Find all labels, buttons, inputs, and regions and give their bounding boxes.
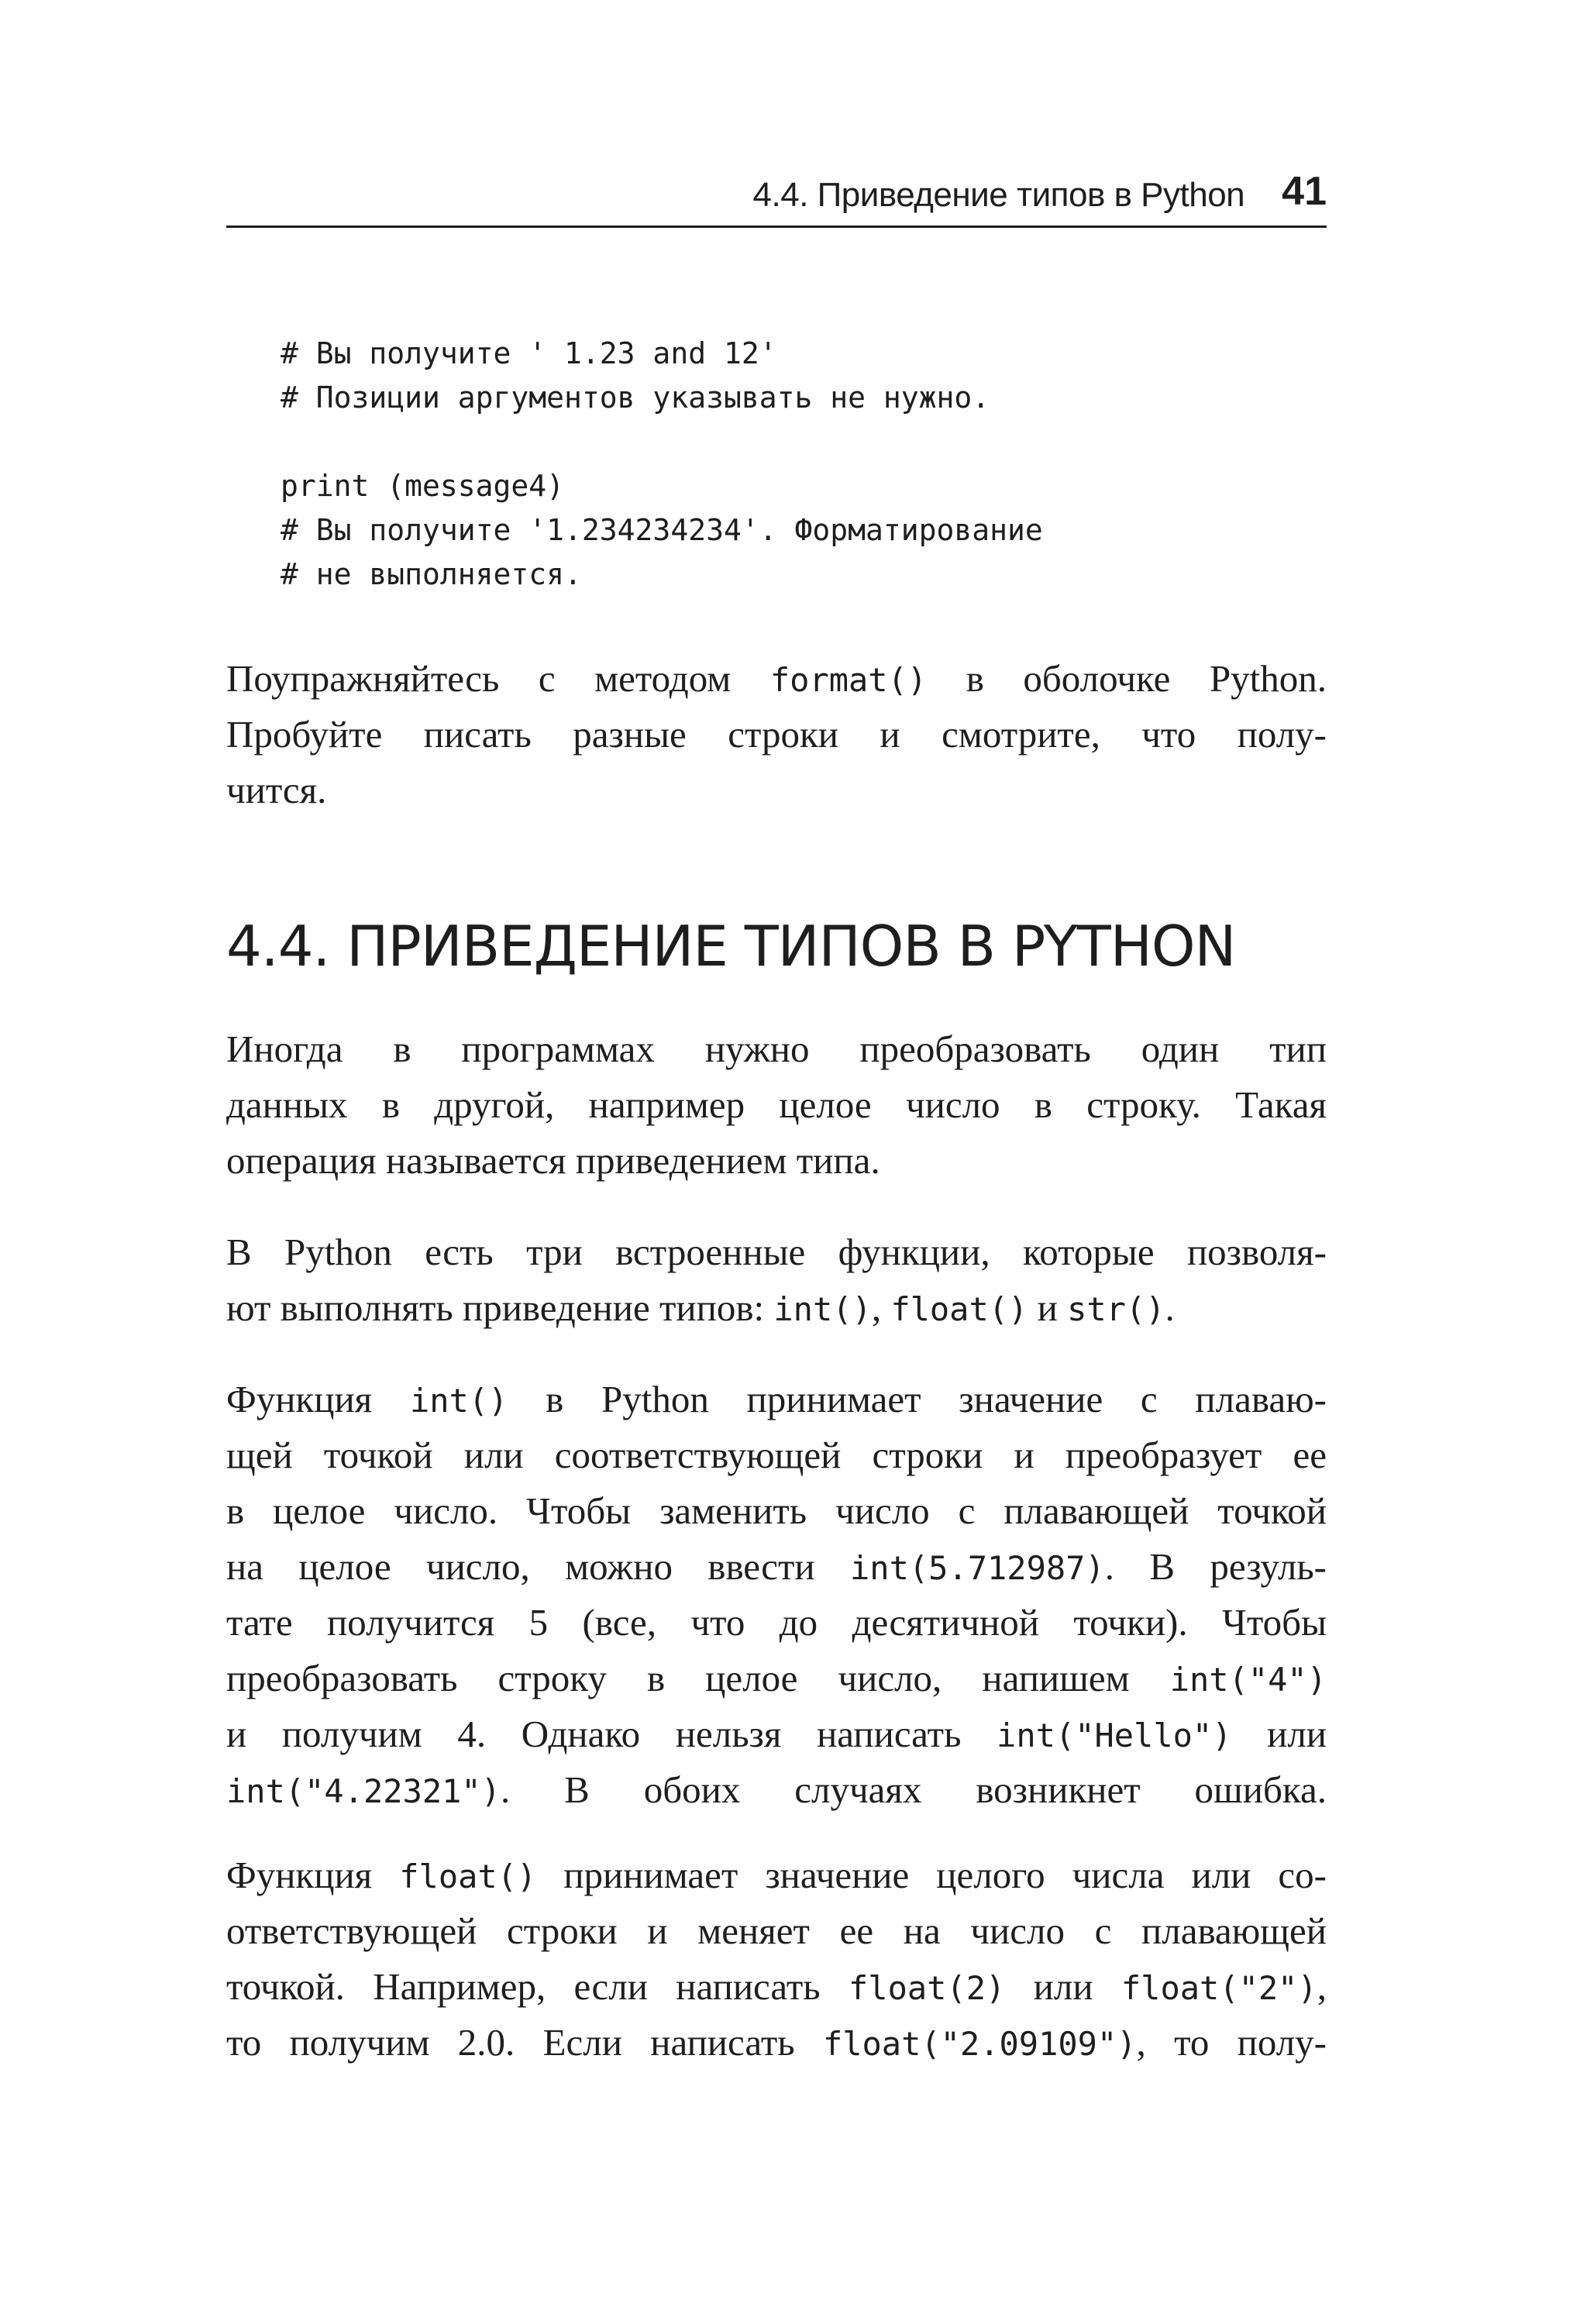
inline-code: float(2)	[849, 1969, 1006, 2007]
text-line: В Python есть три встроенные функции, которые позволя-	[226, 1231, 1327, 1273]
code-block	[281, 332, 1043, 597]
text-line	[226, 1762, 1327, 1818]
section-heading: 4.4. ПРИВЕДЕНИЕ ТИПОВ В PYTHON	[226, 914, 1236, 979]
text-line	[226, 1372, 1327, 1427]
text-run: Функция	[226, 1854, 400, 1896]
text-line	[226, 2015, 1327, 2071]
inline-code: float("2")	[1121, 1969, 1317, 2007]
text-run: Поупражняйтесь с методом	[226, 657, 770, 700]
inline-code: str()	[1067, 1290, 1165, 1328]
inline-code: int("Hello")	[997, 1716, 1232, 1754]
text-run: и получим 4. Однако нельзя написать	[226, 1713, 997, 1755]
text-run: ют выполнять приведение типов:	[226, 1286, 774, 1329]
text-line: чится.	[226, 769, 327, 811]
inline-code: format()	[769, 661, 928, 699]
inline-code: float()	[890, 1290, 1028, 1328]
text-run: . В обоих случаях возникнет ошибка.	[501, 1768, 1327, 1811]
text-line: данных в другой, например целое число в строку. Такая	[226, 1083, 1327, 1126]
code-line: # Позиции аргументов указывать не нужно.	[281, 380, 990, 415]
text-run: или	[1005, 1965, 1121, 2008]
text-run: в Python принимает значение с плаваю-	[508, 1378, 1327, 1420]
text-line: Иногда в программах нужно преобразовать один тип	[226, 1028, 1327, 1070]
intro-paragraph	[226, 651, 1327, 818]
text-line: ответствующей строки и меняет ее на число с плавающей	[226, 1909, 1327, 1952]
code-line: # Вы получите ' 1.23 and 12'	[281, 336, 777, 370]
inline-code: int("4")	[1169, 1661, 1327, 1699]
text-run: или	[1231, 1713, 1327, 1755]
text-run: и	[1028, 1286, 1068, 1329]
page-number: 41	[1282, 169, 1327, 214]
code-line: print (message4)	[281, 469, 565, 503]
text-run: преобразовать строку в целое число, напишем	[226, 1657, 1170, 1699]
text-line: Пробуйте писать разные строки и смотрите, что полу-	[226, 713, 1327, 756]
inline-code: float()	[399, 1857, 537, 1895]
text-run: , то полу-	[1136, 2021, 1327, 2064]
text-run: ,	[871, 1286, 891, 1329]
text-run: . В резуль-	[1104, 1545, 1327, 1588]
paragraph-4	[226, 1847, 1327, 2071]
inline-code: int("4.22321")	[226, 1772, 501, 1810]
text-run: Функция	[226, 1378, 410, 1420]
inline-code: int()	[409, 1382, 508, 1420]
text-run: .	[1165, 1286, 1175, 1329]
text-line: тате получится 5 (все, что до десятичной точки). Чтобы	[226, 1601, 1327, 1644]
running-header	[226, 169, 1327, 228]
text-run: на целое число, можно ввести	[226, 1545, 850, 1588]
paragraph-1	[226, 1021, 1327, 1189]
text-line	[226, 1280, 1327, 1336]
running-title: 4.4. Приведение типов в Python	[752, 176, 1245, 214]
text-line	[226, 1706, 1327, 1762]
text-line: щей точкой или соответствующей строки и преобразует ее	[226, 1434, 1327, 1476]
inline-code: int(5.712987)	[850, 1549, 1105, 1587]
text-run: принимает значение целого числа или со-	[536, 1854, 1327, 1896]
text-line	[226, 1651, 1327, 1706]
text-run: в оболочке Python.	[927, 657, 1327, 700]
paragraph-3	[226, 1372, 1327, 1818]
paragraph-2	[226, 1224, 1327, 1336]
text-line	[226, 1959, 1327, 2015]
text-run: ,	[1317, 1965, 1327, 2008]
inline-code: float("2.09109")	[822, 2025, 1137, 2063]
text-line	[226, 1847, 1327, 1903]
text-line: операция называется приведением типа.	[226, 1139, 880, 1182]
text-line: в целое число. Чтобы заменить число с плавающей точкой	[226, 1489, 1327, 1532]
text-run: точкой. Например, если написать	[226, 1965, 849, 2008]
inline-code: int()	[773, 1290, 872, 1328]
text-run: то получим 2.0. Если написать	[226, 2021, 823, 2064]
code-line-blank	[281, 420, 1043, 464]
code-line: # Вы получите '1.234234234'. Форматирование	[281, 513, 1043, 547]
text-line	[226, 1539, 1327, 1595]
code-line: # не выполняется.	[281, 557, 582, 591]
text-line	[226, 651, 1327, 707]
